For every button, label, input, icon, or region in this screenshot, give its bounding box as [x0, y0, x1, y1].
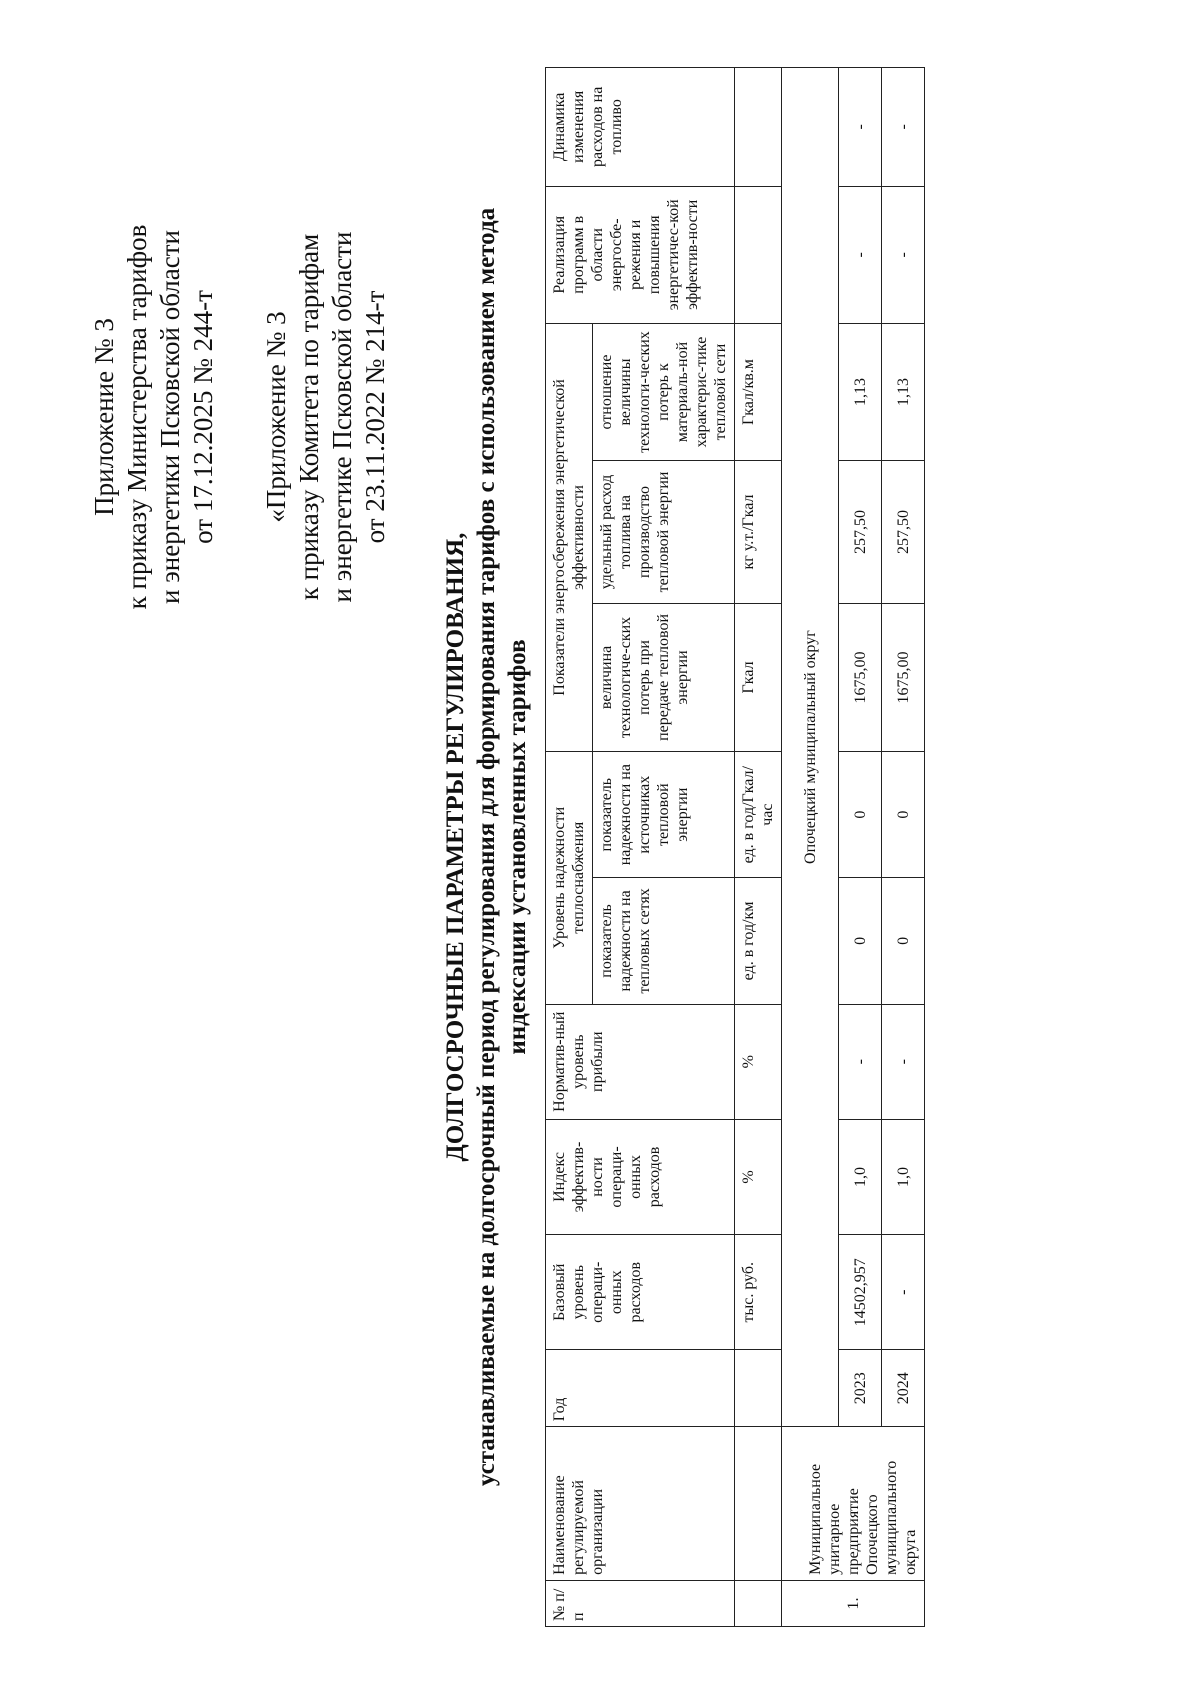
- org-name: Муниципальное унитарное предприятие Опочецкого муниципального округа: [782, 1427, 925, 1581]
- col-header-num: № п/п: [546, 1580, 735, 1626]
- cell-tech-losses: 1675,00: [882, 603, 925, 751]
- col-header-org: Наименование регулируемой организации: [546, 1427, 735, 1581]
- title-line2: устанавливаемые на долгосрочный период регулирования для формирования тарифов с использованием метода: [473, 207, 500, 1487]
- col-header-base-level: Базовый уровень операци-онных расходов: [546, 1235, 735, 1350]
- table-row: [882, 68, 925, 1627]
- cell-specific-fuel: 257,50: [839, 461, 882, 604]
- unit-cell-empty: [735, 1427, 782, 1581]
- unit-cell-empty: [735, 1580, 782, 1626]
- cell-reliability-sources: 0: [882, 752, 925, 878]
- unit-cell-empty: [735, 186, 782, 323]
- document-title: [440, 147, 533, 1547]
- col-header-energy-group: Показатели энергосбережения энергетической эффективности: [546, 323, 593, 751]
- cell-reliability-networks: 0: [882, 878, 925, 1004]
- approval-new-line2: к приказу Министерства тарифов: [122, 224, 152, 610]
- unit-cell-empty: [735, 1350, 782, 1427]
- col-header-efficiency-index: Индекс эффектив-ности операци-онных расходов: [546, 1119, 735, 1234]
- cell-tech-losses: 1675,00: [839, 603, 882, 751]
- unit-specific-fuel: кг у.т./Гкал: [735, 461, 782, 604]
- cell-efficiency-index: 1,0: [839, 1119, 882, 1234]
- cell-efficiency-index: 1,0: [882, 1119, 925, 1234]
- cell-fuel-dynamics: -: [839, 68, 882, 187]
- col-header-fuel-dynamics: Динамика изменения расходов на топливо: [546, 68, 735, 187]
- approval-old-line2: к приказу Комитета по тарифам: [294, 233, 324, 601]
- col-header-specific-fuel: удельный расход топлива на производство тепловой энергии: [593, 461, 735, 604]
- approval-new-line1: Приложение № 3: [89, 318, 119, 516]
- col-header-year: Год: [546, 1350, 735, 1427]
- approval-old-line3: и энергетике Псковской области: [327, 231, 357, 603]
- col-header-reliability-sources: показатель надежности на источниках тепловой энергии: [593, 752, 735, 878]
- col-header-loss-ratio: отношение величины технологи-ческих потерь к материаль-ной характерис-тике тепловой сети: [593, 323, 735, 460]
- approval-block-old: [260, 117, 392, 717]
- cell-loss-ratio: 1,13: [839, 323, 882, 460]
- col-header-energy-programs: Реализация программ в области энергосбе-режения и повышения энергетичес-кой эффектив-ности: [546, 186, 735, 323]
- district-row: [782, 68, 839, 1627]
- table-row: [839, 68, 882, 1627]
- col-header-tech-losses: величина технологиче-ских потерь при передаче тепловой энергии: [593, 603, 735, 751]
- district-name: Опочецкий муниципальный округ: [782, 68, 839, 1427]
- col-header-normative-profit: Норматив-ный уровень прибыли: [546, 1004, 735, 1119]
- cell-reliability-networks: 0: [839, 878, 882, 1004]
- col-header-reliability-networks: показатель надежности на тепловых сетях: [593, 878, 735, 1004]
- approval-old-line1: «Приложение № 3: [261, 311, 291, 523]
- cell-year: 2023: [839, 1350, 882, 1427]
- units-row: [735, 68, 782, 1627]
- cell-reliability-sources: 0: [839, 752, 882, 878]
- unit-cell-empty: [735, 68, 782, 187]
- cell-loss-ratio: 1,13: [882, 323, 925, 460]
- approval-old-line4: от 23.11.2022 № 214-т: [360, 290, 390, 544]
- title-line1: ДОЛГОСРОЧНЫЕ ПАРАМЕТРЫ РЕГУЛИРОВАНИЯ,: [442, 532, 469, 1162]
- unit-loss-ratio: Гкал/кв.м: [735, 323, 782, 460]
- cell-normative-profit: -: [882, 1004, 925, 1119]
- title-line3: индексации установленных тарифов: [504, 639, 531, 1055]
- cell-normative-profit: -: [839, 1004, 882, 1119]
- cell-energy-programs: -: [839, 186, 882, 323]
- col-header-reliability-group: Уровень надежности теплоснабжения: [546, 752, 593, 1005]
- unit-normative-profit: %: [735, 1004, 782, 1119]
- cell-base-level: -: [882, 1235, 925, 1350]
- unit-reliability-networks: ед. в год/км: [735, 878, 782, 1004]
- unit-efficiency-index: %: [735, 1119, 782, 1234]
- cell-fuel-dynamics: -: [882, 68, 925, 187]
- approval-block-new: [88, 117, 220, 717]
- header-row-1: [546, 68, 593, 1627]
- approval-new-line4: от 17.12.2025 № 244-т: [188, 290, 218, 544]
- unit-reliability-sources: ед. в год/Гкал/ час: [735, 752, 782, 878]
- org-number: 1.: [782, 1580, 925, 1626]
- cell-specific-fuel: 257,50: [882, 461, 925, 604]
- unit-base-level: тыс. руб.: [735, 1235, 782, 1350]
- unit-tech-losses: Гкал: [735, 603, 782, 751]
- cell-base-level: 14502,957: [839, 1235, 882, 1350]
- approval-new-line3: и энергетики Псковской области: [155, 230, 185, 604]
- cell-energy-programs: -: [882, 186, 925, 323]
- parameters-table: [545, 67, 925, 1627]
- cell-year: 2024: [882, 1350, 925, 1427]
